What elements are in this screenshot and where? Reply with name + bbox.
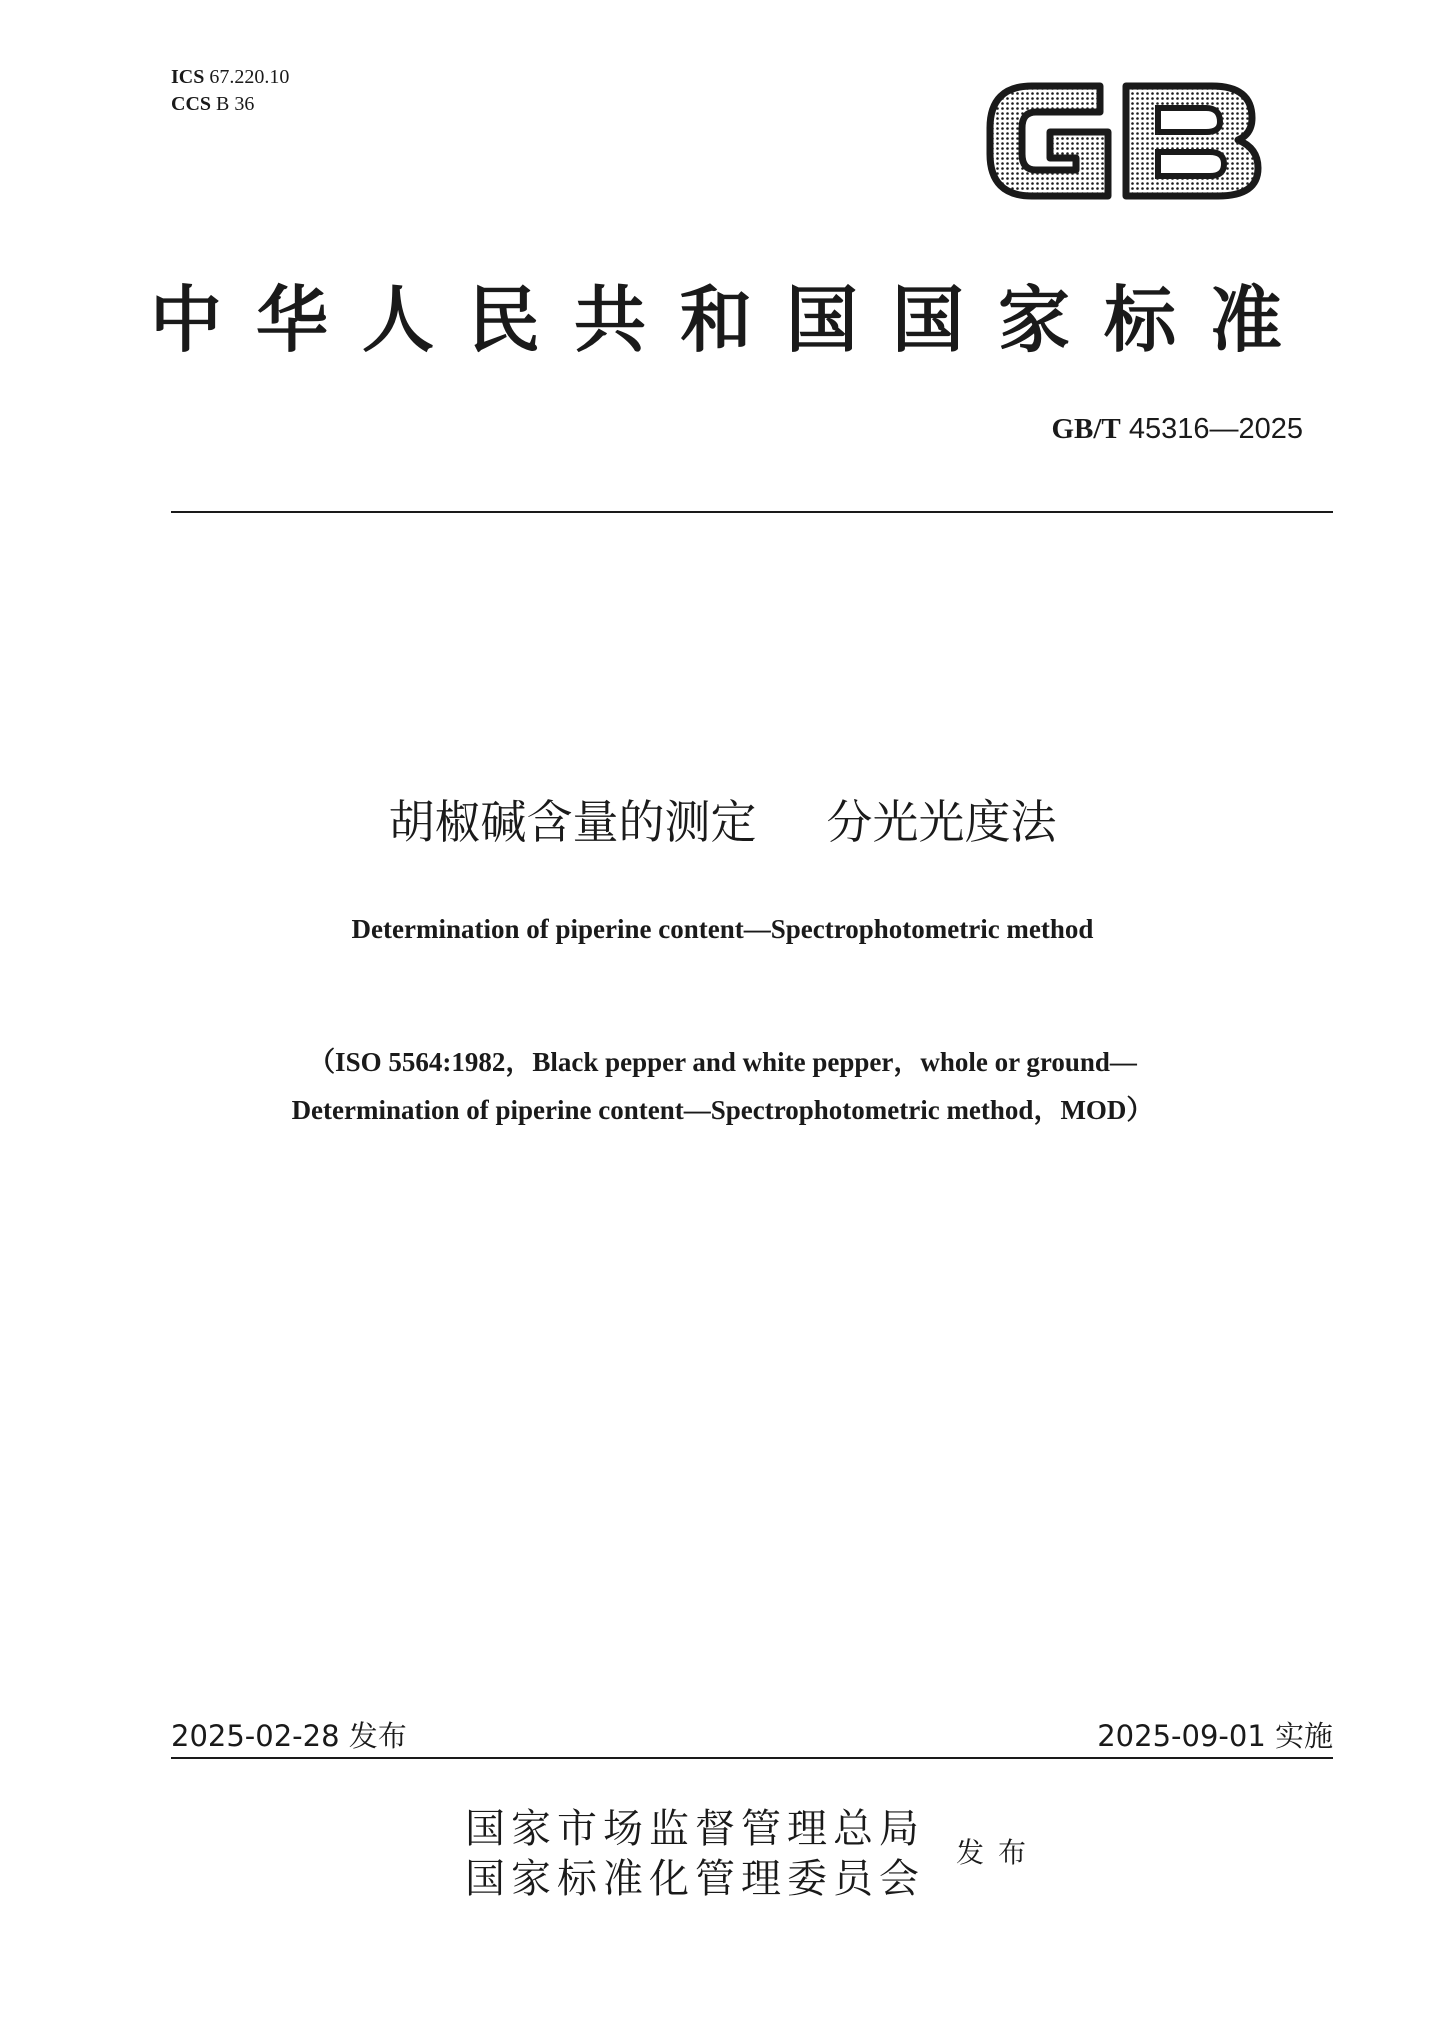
issue-verb: 发布 (956, 1836, 1041, 1869)
ics-code: 67.220.10 (209, 66, 290, 88)
chinese-title (0, 786, 1445, 852)
chinese-title-main: 胡椒碱含量的测定 (388, 795, 757, 849)
standard-prefix: GB/T (1051, 413, 1121, 445)
issuer-samr: 国家市场监督管理总局 (465, 1806, 925, 1852)
iso-reference-line-2: Determination of piperine content—Spectrophotometric method，MOD） (291, 1095, 1154, 1125)
ccs-line (171, 91, 289, 118)
ccs-code: B 36 (216, 93, 255, 115)
classification-codes (171, 64, 289, 118)
publish-date: 2025-02-28 发布 (171, 1719, 407, 1753)
logo-text: GB (980, 66, 982, 67)
chinese-title-method: 分光光度法 (826, 795, 1057, 849)
standard-number: 45316—2025 (1128, 413, 1303, 445)
header-rule (171, 511, 1333, 513)
iso-reference (0, 1038, 1445, 1134)
issuer-sac: 国家标准化管理委员会 (465, 1856, 925, 1902)
english-title: Determination of piperine content—Spectrophotometric method (351, 914, 1094, 944)
gb-logo (980, 66, 1270, 216)
ics-line (171, 64, 289, 91)
ics-label: ICS (171, 66, 205, 88)
ccs-label: CCS (171, 93, 212, 115)
national-standard-title: 中华人民共和国国家标准 (150, 277, 1317, 362)
footer-rule (171, 1757, 1333, 1759)
implement-date: 2025-09-01 实施 (1097, 1719, 1333, 1753)
issuing-authorities (465, 1804, 925, 1904)
standard-code (1051, 413, 1303, 446)
iso-reference-line-1: （ISO 5564:1982，Black pepper and white pepper，whole or ground— (308, 1047, 1137, 1077)
